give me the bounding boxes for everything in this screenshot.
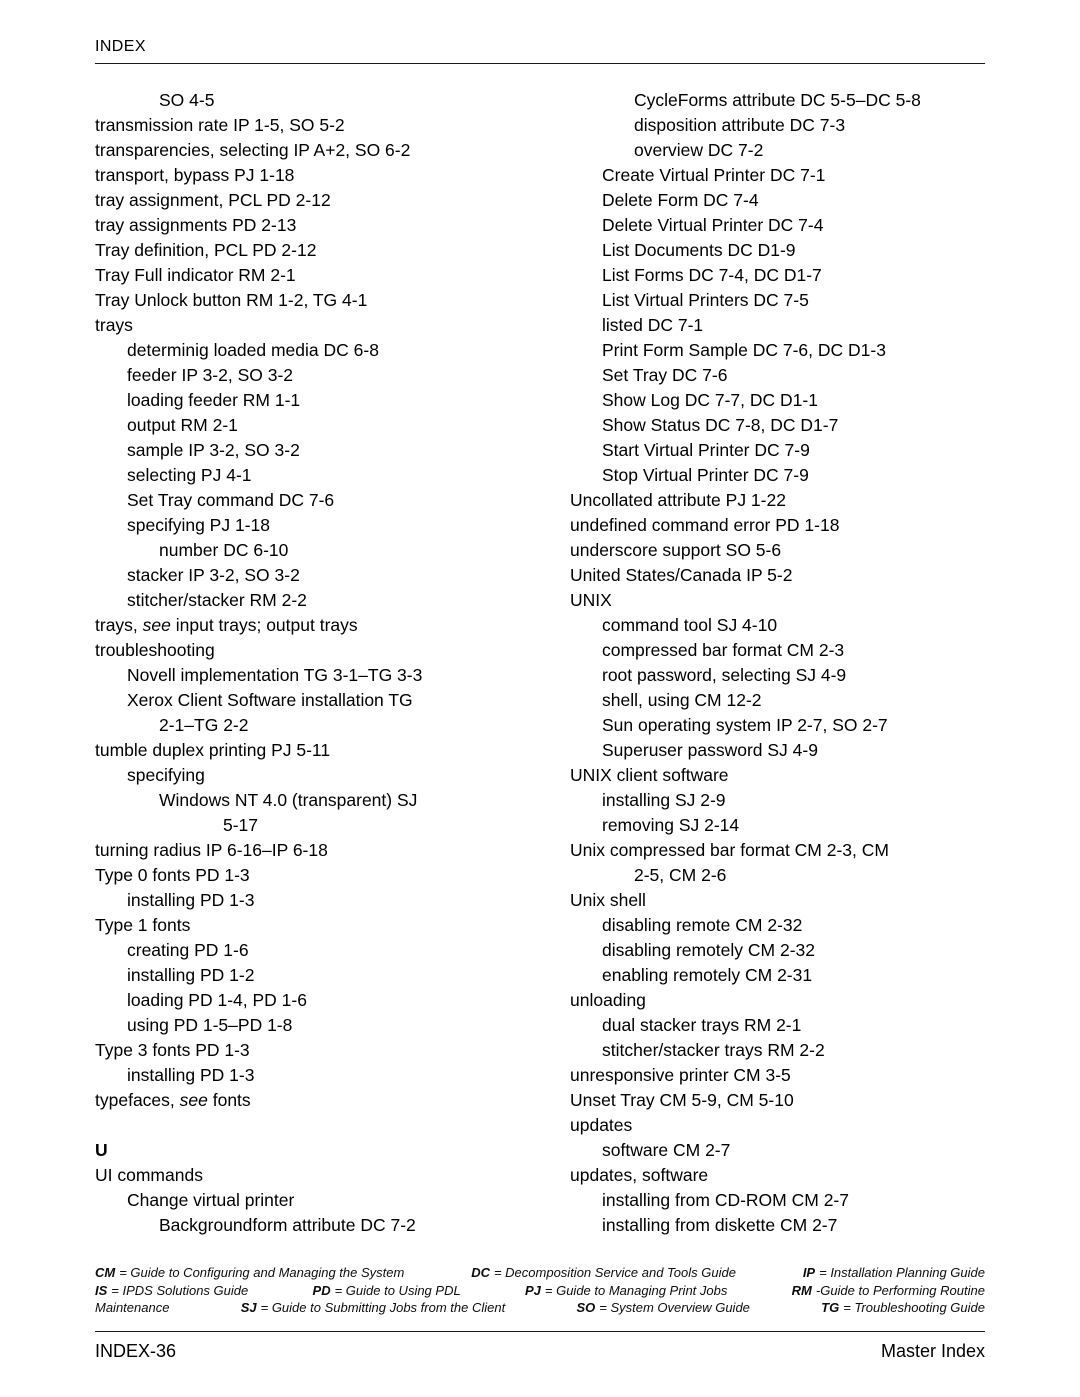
index-entry: disabling remote CM 2-32: [602, 915, 803, 935]
index-entry: Tray Unlock button RM 1-2, TG 4-1: [95, 290, 368, 310]
legend-abbr: PJ: [524, 1282, 541, 1298]
index-entry: Print Form Sample DC 7-6, DC D1-3: [602, 340, 886, 360]
index-entry-text: trays,: [95, 615, 143, 635]
index-entry: updates, software: [570, 1165, 709, 1185]
legend-desc: -Guide to Performing Routine: [815, 1282, 985, 1298]
index-columns: [95, 88, 985, 1238]
legend-desc: = Troubleshooting Guide: [843, 1300, 985, 1315]
index-entry: tray assignment, PCL PD 2-12: [95, 190, 331, 210]
index-entry: transmission rate IP 1-5, SO 5-2: [95, 115, 345, 135]
index-entry: removing SJ 2-14: [602, 815, 740, 835]
legend-abbr: SJ: [240, 1300, 257, 1315]
legend-desc: = Decomposition Service and Tools Guide: [493, 1265, 736, 1280]
legend-abbr: RM: [791, 1282, 812, 1298]
index-entry: Set Tray command DC 7-6: [127, 490, 335, 510]
index-entry: Set Tray DC 7-6: [602, 365, 728, 385]
legend-desc: = IPDS Solutions Guide: [111, 1282, 249, 1298]
index-entry-text: fonts: [207, 1090, 251, 1110]
index-entry: compressed bar format CM 2-3: [602, 640, 845, 660]
index-entry: unresponsive printer CM 3-5: [570, 1065, 791, 1085]
index-entry: Superuser password SJ 4-9: [602, 740, 818, 760]
index-entry-text: typefaces,: [95, 1090, 180, 1110]
index-entry-text: input trays; output trays: [170, 615, 358, 635]
see-reference: see: [179, 1090, 208, 1110]
index-entry: number DC 6-10: [159, 540, 289, 560]
legend-item: [241, 1299, 506, 1317]
legend-desc: = Guide to Configuring and Managing the System: [119, 1265, 405, 1280]
legend-line: [95, 1299, 985, 1317]
index-entry: Type 0 fonts PD 1-3: [95, 865, 250, 885]
index-entry: 2-1–TG 2-2: [159, 715, 249, 735]
index-entry: Xerox Client Software installation TG: [127, 690, 413, 710]
legend-abbr: CM: [95, 1265, 116, 1280]
index-entry: [95, 613, 570, 638]
see-reference: see: [142, 615, 171, 635]
header-rule: [95, 63, 985, 64]
legend-desc: = Installation Planning Guide: [819, 1265, 985, 1280]
index-entry: List Forms DC 7-4, DC D1-7: [602, 265, 822, 285]
footer-line: [95, 1341, 985, 1362]
legend-item: [95, 1299, 169, 1317]
legend-line: [95, 1282, 985, 1300]
legend-item: [313, 1282, 461, 1300]
index-entry: installing from diskette CM 2-7: [602, 1215, 838, 1235]
index-entry: transport, bypass PJ 1-18: [95, 165, 295, 185]
index-entry: United States/Canada IP 5-2: [570, 565, 793, 585]
index-entry: Tray definition, PCL PD 2-12: [95, 240, 317, 260]
index-entry: Windows NT 4.0 (transparent) SJ: [159, 790, 418, 810]
index-entry: creating PD 1-6: [127, 940, 249, 960]
index-entry: disabling remotely CM 2-32: [602, 940, 816, 960]
index-entry: undefined command error PD 1-18: [570, 515, 840, 535]
index-entry: stacker IP 3-2, SO 3-2: [127, 565, 300, 585]
index-entry: command tool SJ 4-10: [602, 615, 778, 635]
index-entry: unloading: [570, 990, 646, 1010]
index-column-left: [95, 88, 570, 1238]
index-entry: turning radius IP 6-16–IP 6-18: [95, 840, 328, 860]
index-entry: List Documents DC D1-9: [602, 240, 796, 260]
index-column-right: [570, 88, 985, 1238]
index-entry: installing PD 1-3: [127, 1065, 255, 1085]
index-entry: loading feeder RM 1-1: [127, 390, 301, 410]
legend-abbr: DC: [471, 1265, 490, 1280]
index-entry: Novell implementation TG 3-1–TG 3-3: [127, 665, 423, 685]
index-entry: UNIX: [570, 590, 612, 610]
index-entry: UNIX client software: [570, 765, 729, 785]
legend-desc: Maintenance: [95, 1300, 170, 1315]
index-entry: enabling remotely CM 2-31: [602, 965, 813, 985]
index-entry: feeder IP 3-2, SO 3-2: [127, 365, 294, 385]
index-entry: updates: [570, 1115, 633, 1135]
index-entry: determinig loaded media DC 6-8: [127, 340, 379, 360]
legend-desc: = Guide to Managing Print Jobs: [544, 1282, 728, 1298]
index-entry: Unix shell: [570, 890, 646, 910]
legend-item: [792, 1282, 985, 1300]
index-entry: troubleshooting: [95, 640, 215, 660]
index-entry: stitcher/stacker RM 2-2: [127, 590, 307, 610]
index-entry: Uncollated attribute PJ 1-22: [570, 490, 786, 510]
legend-abbr: IP: [802, 1265, 816, 1280]
index-entry: Sun operating system IP 2-7, SO 2-7: [602, 715, 888, 735]
index-entry: Unset Tray CM 5-9, CM 5-10: [570, 1090, 794, 1110]
index-entry: SO 4-5: [159, 90, 215, 110]
index-entry: Stop Virtual Printer DC 7-9: [602, 465, 809, 485]
index-entry: Unix compressed bar format CM 2-3, CM: [570, 840, 889, 860]
index-entry: Start Virtual Printer DC 7-9: [602, 440, 810, 460]
index-entry: UI commands: [95, 1165, 203, 1185]
index-entry: Delete Virtual Printer DC 7-4: [602, 215, 824, 235]
index-entry: stitcher/stacker trays RM 2-2: [602, 1040, 825, 1060]
index-entry: tray assignments PD 2-13: [95, 215, 297, 235]
index-entry: trays: [95, 315, 133, 335]
index-entry: sample IP 3-2, SO 3-2: [127, 440, 300, 460]
index-entry: Show Log DC 7-7, DC D1-1: [602, 390, 818, 410]
legend-abbr: TG: [821, 1300, 840, 1315]
index-entry: listed DC 7-1: [602, 315, 704, 335]
legend-item: [95, 1282, 248, 1300]
index-entry: Backgroundform attribute DC 7-2: [159, 1215, 416, 1235]
legend-abbr: IS: [95, 1282, 108, 1298]
footer-rule: [95, 1331, 985, 1332]
footer-page-number: INDEX-36: [95, 1340, 177, 1361]
index-entry: transparencies, selecting IP A+2, SO 6-2: [95, 140, 411, 160]
index-entry: specifying PJ 1-18: [127, 515, 270, 535]
index-entry: output RM 2-1: [127, 415, 238, 435]
index-entry: overview DC 7-2: [634, 140, 764, 160]
legend-item: [471, 1264, 736, 1282]
index-section-letter: U: [95, 1140, 108, 1160]
index-entry: List Virtual Printers DC 7-5: [602, 290, 809, 310]
index-entry: specifying: [127, 765, 205, 785]
legend-abbr: SO: [576, 1300, 596, 1315]
legend-abbr: PD: [312, 1282, 331, 1298]
index-entry: 2-5, CM 2-6: [634, 865, 727, 885]
index-entry: selecting PJ 4-1: [127, 465, 252, 485]
legend-item: [95, 1264, 404, 1282]
index-entry: installing PD 1-2: [127, 965, 255, 985]
index-entry: underscore support SO 5-6: [570, 540, 782, 560]
index-entry: root password, selecting SJ 4-9: [602, 665, 847, 685]
index-entry: loading PD 1-4, PD 1-6: [127, 990, 307, 1010]
index-entry: Change virtual printer: [127, 1190, 295, 1210]
index-entry: disposition attribute DC 7-3: [634, 115, 846, 135]
legend-line: [95, 1264, 985, 1282]
index-entry: Create Virtual Printer DC 7-1: [602, 165, 826, 185]
page-header-title: INDEX: [95, 38, 146, 55]
footer-document-title: Master Index: [880, 1340, 985, 1361]
legend-item: [803, 1264, 985, 1282]
legend-desc: = Guide to Using PDL: [334, 1282, 461, 1298]
index-entry: Delete Form DC 7-4: [602, 190, 759, 210]
index-entry: tumble duplex printing PJ 5-11: [95, 740, 331, 760]
index-entry: Type 1 fonts: [95, 915, 191, 935]
legend-item: [576, 1299, 749, 1317]
index-entry: software CM 2-7: [602, 1140, 731, 1160]
index-entry: dual stacker trays RM 2-1: [602, 1015, 802, 1035]
legend-desc: = System Overview Guide: [599, 1300, 750, 1315]
index-entry: installing from CD-ROM CM 2-7: [602, 1190, 849, 1210]
index-entry: installing PD 1-3: [127, 890, 255, 910]
index-entry: Tray Full indicator RM 2-1: [95, 265, 296, 285]
legend-item: [821, 1299, 985, 1317]
index-entry: installing SJ 2-9: [602, 790, 726, 810]
legend-item: [525, 1282, 727, 1300]
index-entry: 5-17: [223, 815, 259, 835]
guide-abbreviation-legend: [95, 1264, 985, 1317]
index-entry: shell, using CM 12-2: [602, 690, 762, 710]
legend-desc: = Guide to Submitting Jobs from the Client: [260, 1300, 506, 1315]
index-entry: Type 3 fonts PD 1-3: [95, 1040, 250, 1060]
index-entry: Show Status DC 7-8, DC D1-7: [602, 415, 839, 435]
index-entry: CycleForms attribute DC 5-5–DC 5-8: [634, 90, 921, 110]
index-entry: using PD 1-5–PD 1-8: [127, 1015, 293, 1035]
index-entry: [95, 1088, 570, 1113]
